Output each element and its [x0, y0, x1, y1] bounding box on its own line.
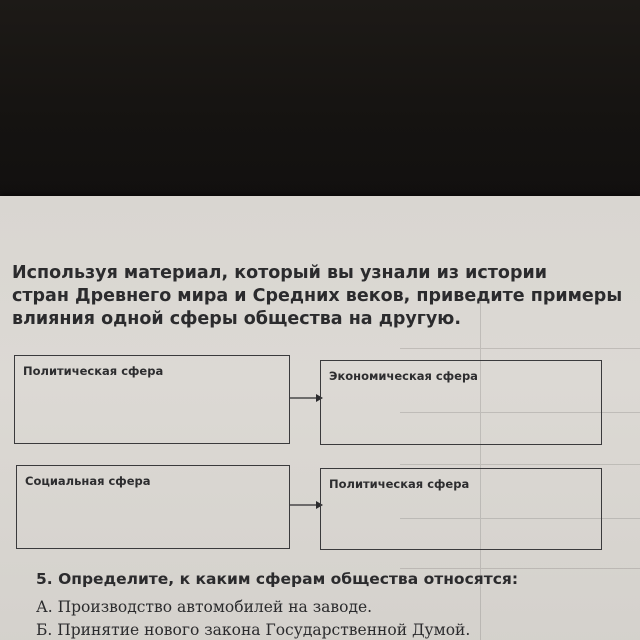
box-political-sphere-2 — [320, 468, 602, 550]
arrow-right-icon — [290, 499, 324, 511]
box-label: Политическая сфера — [23, 364, 164, 378]
box-label: Экономическая сфера — [329, 369, 478, 383]
box-label: Социальная сфера — [25, 474, 151, 488]
instruction-line-3: влияния одной сферы общества на другую. — [12, 309, 461, 329]
task-5-option-a: А. Производство автомобилей на заводе. — [36, 598, 373, 616]
box-political-sphere-1 — [14, 355, 290, 444]
arrow-right-icon — [290, 392, 324, 404]
instruction-line-2: стран Древнего мира и Средних веков, приведите примеры — [12, 286, 623, 306]
task-instruction — [12, 262, 632, 331]
instruction-line-1: Используя материал, который вы узнали из истории — [12, 263, 547, 283]
dark-background — [0, 0, 640, 200]
box-label: Политическая сфера — [329, 477, 470, 491]
task-5-option-b: Б. Принятие нового закона Государственной Думой. — [36, 621, 471, 639]
box-social-sphere — [16, 465, 290, 549]
box-economic-sphere — [320, 360, 602, 445]
task-5-title: 5. Определите, к каким сферам общества относятся: — [36, 570, 519, 588]
